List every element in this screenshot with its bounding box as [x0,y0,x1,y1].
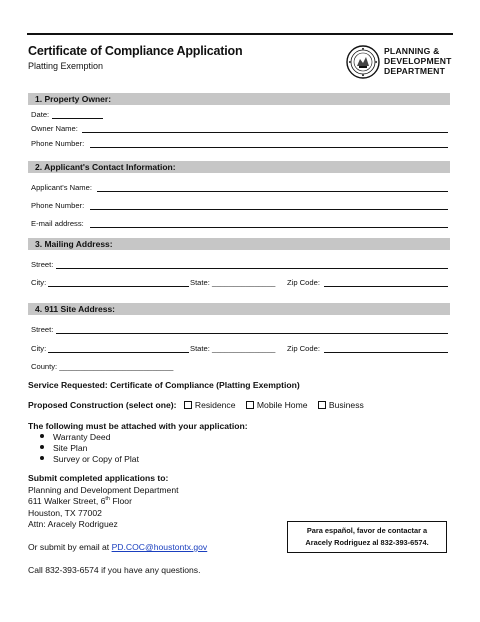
site-state-field[interactable]: _______________ [211,344,276,353]
option-business[interactable]: Business [318,400,364,410]
section-applicant-heading: 2. Applicant's Contact Information: [28,161,450,173]
mobile-home-checkbox[interactable] [246,401,254,409]
list-item: Warranty Deed [40,432,110,442]
mailing-zip-label: Zip Code: [287,278,320,287]
proposed-construction-label: Proposed Construction (select one): [28,400,177,410]
section-mailing-address-heading: 3. Mailing Address: [28,238,450,250]
spanish-notice-box: Para español, favor de contactar a Aracely Rodriguez al 832-393-6574. [287,521,447,553]
submit-email-line: Or submit by email at PD.COC@houstontx.gov [28,542,208,552]
city-seal-icon [346,45,380,79]
service-requested: Service Requested: Certificate of Compliance (Platting Exemption) [28,380,300,390]
business-checkbox[interactable] [318,401,326,409]
mailing-city-label: City: [31,278,47,287]
submit-department: Planning and Development Department [28,485,179,495]
mailing-zip-field[interactable] [324,286,448,287]
option-mobile-home[interactable]: Mobile Home [246,400,308,410]
list-item: Site Plan [40,443,87,453]
list-item: Survey or Copy of Plat [40,454,139,464]
site-city-field[interactable] [48,352,189,353]
owner-name-field[interactable] [82,132,448,133]
submit-heading: Submit completed applications to: [28,473,169,483]
residence-checkbox[interactable] [184,401,192,409]
applicant-phone-field[interactable] [90,209,448,210]
department-name: PLANNING & DEVELOPMENT DEPARTMENT [384,46,452,76]
contact-line: Call 832-393-6574 if you have any questions. [28,565,201,575]
owner-phone-field[interactable] [90,147,448,148]
site-street-label: Street: [31,325,54,334]
section-site-address-heading: 4. 911 Site Address: [28,303,450,315]
site-city-label: City: [31,344,47,353]
section-property-owner-heading: 1. Property Owner: [28,93,450,105]
mailing-street-label: Street: [31,260,54,269]
date-label: Date: [31,110,50,119]
proposed-construction-row [28,400,372,410]
applicant-name-label: Applicant's Name: [31,183,92,192]
applicant-name-field[interactable] [97,191,448,192]
owner-phone-label: Phone Number: [31,139,85,148]
mailing-state-label: State: _______________ [190,278,276,287]
submit-city: Houston, TX 77002 [28,508,102,518]
site-state-label: State: _______________ [190,344,276,353]
site-zip-label: Zip Code: [287,344,320,353]
site-zip-field[interactable] [324,352,448,353]
email-link[interactable]: PD.COC@houstontx.gov [111,542,208,552]
top-rule [27,33,453,35]
mailing-state-field[interactable]: _______________ [211,278,276,287]
mailing-city-field[interactable] [48,286,189,287]
submit-attn: Attn: Aracely Rodriguez [28,519,118,529]
applicant-phone-label: Phone Number: [31,201,85,210]
form-subtitle: Platting Exemption [28,61,104,71]
email-label: E-mail address: [31,219,84,228]
email-field[interactable] [90,227,448,228]
form-title: Certificate of Compliance Application [28,44,243,58]
option-residence[interactable]: Residence [184,400,236,410]
submit-street: 611 Walker Street, 6th Floor [28,496,132,506]
site-street-field[interactable] [56,333,448,334]
date-field[interactable] [52,118,103,119]
mailing-street-field[interactable] [56,268,448,269]
owner-name-label: Owner Name: [31,124,78,133]
attachments-heading: The following must be attached with your application: [28,421,248,431]
county-field[interactable]: County: ___________________________ [31,362,174,371]
